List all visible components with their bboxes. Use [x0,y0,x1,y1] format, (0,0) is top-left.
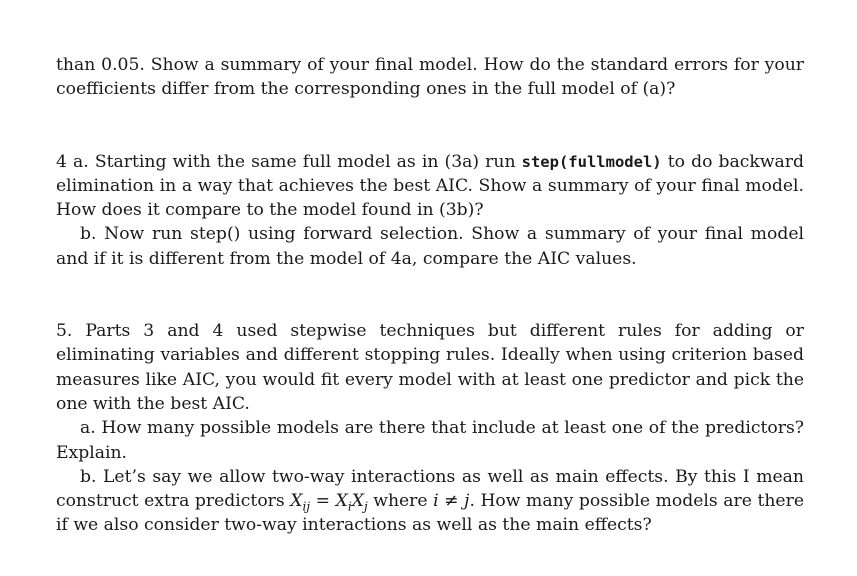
math-xi-xj: $X_iX_j$ [335,491,368,514]
question-5b-suffix: . How many possible models are there if we also consider two-way interactions as well as the main effects? [56,491,804,536]
math-condition: i ≠ j [433,491,470,512]
paragraph-gap [56,271,804,319]
question-5-intro [56,319,804,416]
where-text: where [367,491,434,512]
question-5a [56,416,804,465]
math-equals: = [310,491,336,512]
math-xij: $X_{ij}$ [290,491,311,514]
intro-paragraph [56,53,804,102]
question-5a-text: a. How many possible models are there that include at least one of the predictors? Explain. [56,418,804,463]
question-5b [56,465,804,538]
question-5-intro-text: 5. Parts 3 and 4 used stepwise techniques but different rules for adding or eliminating variables and different stopping rules. Ideally when using criterion based measures like AIC, you would fit every model with at least one predictor and pick the one with the best AIC. [56,321,804,414]
question-4b-text: b. Now run step() using forward selection. Show a summary of your final model and if it is different from the model of 4a, compare the AIC values. [56,224,804,269]
question-4b [56,222,804,271]
question-5b-prefix: b. Let’s say we allow two-way interactions as well as main effects. By this I mean construct extra predictors [56,466,804,512]
question-4a-suffix: to do backward elimination in a way that achieves the best AIC. Show a summary of your final model. How does it compare to the model found in (3b)? [56,151,804,221]
document-page [56,53,804,538]
intro-text: than 0.05. Show a summary of your final model. How do the standard errors for your coefficients differ from the corresponding ones in the full model of (a)? [56,55,804,100]
paragraph-gap [56,102,804,150]
question-4a-prefix: 4 a. Starting with the same full model as in (3a) run [56,151,522,172]
question-4a [56,150,804,223]
step-fullmodel-code: step(fullmodel) [521,152,662,171]
